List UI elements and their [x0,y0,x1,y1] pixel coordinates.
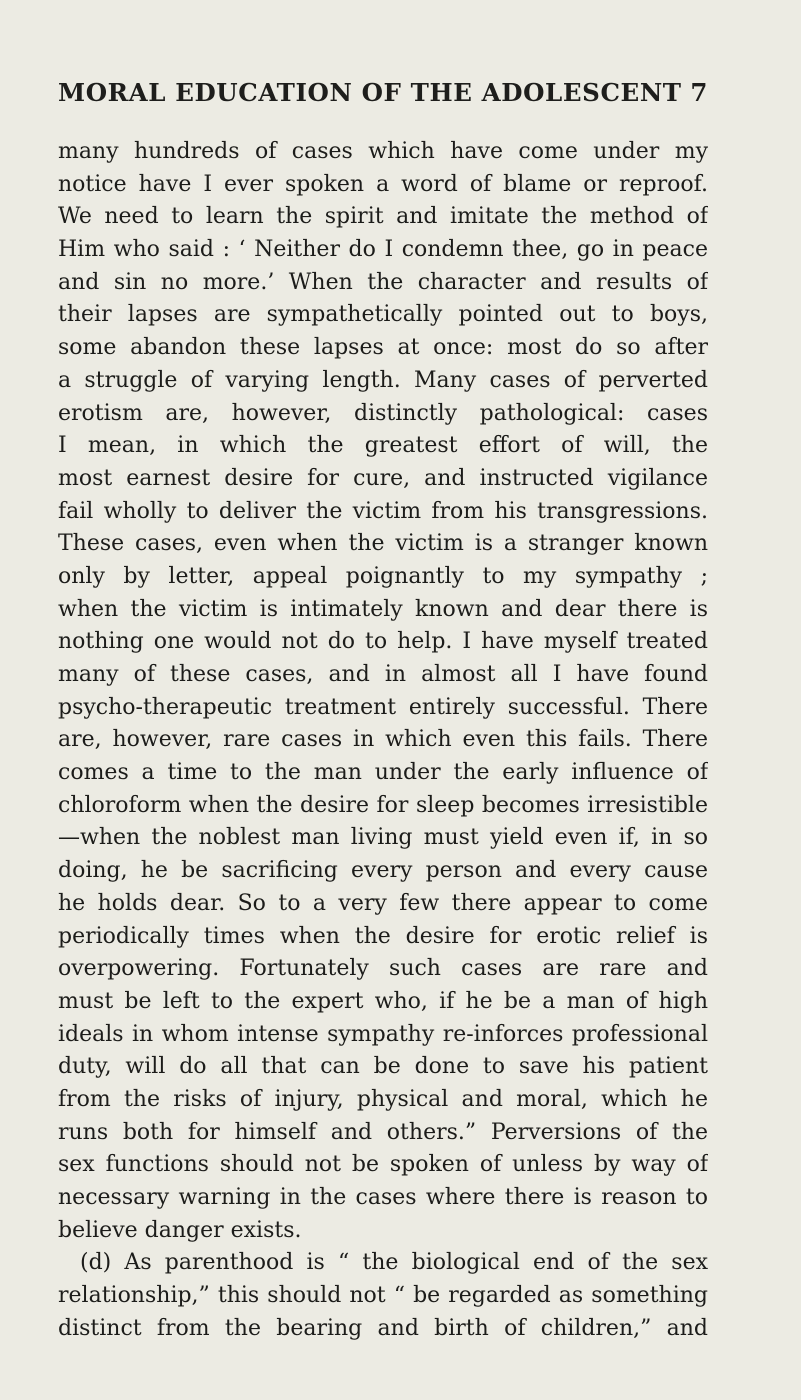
text-line: nothing one would not do to help. I have myself treated [58,629,708,655]
text-line: chloroform when the desire for sleep becomes irresistible [58,792,708,818]
running-head [58,78,708,112]
text-line: fail wholly to deliver the victim from his transgressions. [58,498,708,524]
text-line: many hundreds of cases which have come under my [58,139,708,164]
text-line: I mean, in which the greatest effort of will, the [58,433,708,459]
text-line: Him who said : ‘ Neither do I condemn thee, go in peace [58,237,708,263]
text-line: a struggle of varying length. Many cases of perverted [58,367,708,393]
text-line: believe danger exists. [58,1217,302,1243]
text-line: and sin no more.’ When the character and results of [58,269,708,295]
text-line: periodically times when the desire for erotic relief is [58,923,708,949]
text-line: We need to learn the spirit and imitate the method of [58,204,708,230]
text-line: many of these cases, and in almost all I have found [58,662,708,687]
text-line: erotism are, however, distinctly pathological: cases [58,400,708,426]
text-line: —when the noblest man living must yield even if, in so [58,825,708,851]
page-number: 7 [690,78,708,107]
text-line: duty, will do all that can be done to save his patient [58,1054,708,1080]
text-line: from the risks of injury, physical and moral, which he [58,1086,708,1112]
text-line: distinct from the bearing and birth of children,” and [58,1315,708,1341]
running-head-title: MORAL EDUCATION OF THE ADOLESCENT [58,78,682,107]
text-line: when the victim is intimately known and dear there is [58,596,708,622]
text-line: relationship,” this should not “ be regarded as something [58,1283,708,1309]
text-line: overpowering. Fortunately such cases are rare and [58,956,708,982]
text-line: notice have I ever spoken a word of blame or reproof. [58,171,708,197]
text-line: must be left to the expert who, if he be a man of high [58,988,708,1014]
text-line: he holds dear. So to a very few there appear to come [58,890,708,916]
text-line: are, however, rare cases in which even this fails. There [58,727,708,753]
text-line: necessary warning in the cases where there is reason to [58,1185,708,1210]
text-line: only by letter, appeal poignantly to my sympathy ; [58,563,708,589]
text-line: sex functions should not be spoken of unless by way of [58,1152,708,1178]
text-line: doing, he be sacrificing every person and every cause [58,858,708,884]
text-line: ideals in whom intense sympathy re-inforces professional [58,1021,708,1047]
text-line: comes a time to the man under the early influence of [58,760,708,786]
text-line: (d) As parenthood is “ the biological end of the sex [80,1250,708,1276]
text-line: runs both for himself and others.” Perversions of the [58,1119,708,1145]
text-line: These cases, even when the victim is a stranger known [58,531,708,557]
body-text [58,136,708,1345]
text-line: most earnest desire for cure, and instructed vigilance [58,465,708,491]
text-line: their lapses are sympathetically pointed out to boys, [58,302,708,328]
text-line: psycho-therapeutic treatment entirely successful. There [58,694,708,720]
text-line: some abandon these lapses at once: most do so after [58,335,708,361]
